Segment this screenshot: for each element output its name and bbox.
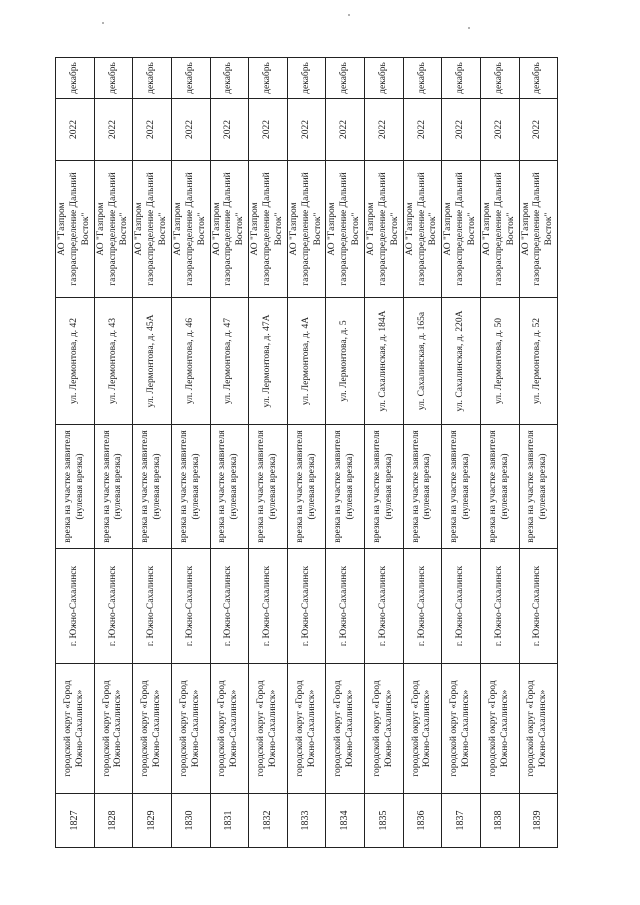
year-cell: 2022 [56, 99, 95, 161]
month-cell: декабрь [365, 58, 404, 99]
year-cell: 2022 [442, 99, 481, 161]
connection-type-cell: врезка на участке заявителя (нулевая врезка) [133, 425, 172, 549]
month-cell: декабрь [249, 58, 288, 99]
scan-speck [468, 27, 470, 29]
connection-type-cell: врезка на участке заявителя (нулевая врезка) [365, 425, 404, 549]
organization-cell: АО "Газпром газораспределение Дальний Восток" [56, 161, 95, 298]
district-cell: городской округ «Город Южно-Сахалинск» [171, 664, 210, 794]
month-cell: декабрь [210, 58, 249, 99]
city-cell: г. Южно-Сахалинск [56, 549, 95, 664]
connection-type-cell: врезка на участке заявителя (нулевая врезка) [210, 425, 249, 549]
table-row [171, 58, 210, 848]
month-cell: декабрь [326, 58, 365, 99]
connection-type-cell: врезка на участке заявителя (нулевая врезка) [94, 425, 133, 549]
district-cell: городской округ «Город Южно-Сахалинск» [519, 664, 558, 794]
row-number-cell: 1834 [326, 794, 365, 848]
table-row [519, 58, 558, 848]
year-cell: 2022 [249, 99, 288, 161]
year-cell: 2022 [171, 99, 210, 161]
month-cell: декабрь [519, 58, 558, 99]
district-cell: городской округ «Город Южно-Сахалинск» [365, 664, 404, 794]
city-cell: г. Южно-Сахалинск [519, 549, 558, 664]
connection-type-cell: врезка на участке заявителя (нулевая врезка) [249, 425, 288, 549]
connection-type-cell: врезка на участке заявителя (нулевая врезка) [403, 425, 442, 549]
organization-cell: АО "Газпром газораспределение Дальний Восток" [171, 161, 210, 298]
organization-cell: АО "Газпром газораспределение Дальний Восток" [480, 161, 519, 298]
connection-type-cell: врезка на участке заявителя (нулевая врезка) [480, 425, 519, 549]
gas-connection-table [55, 57, 558, 848]
address-cell: ул. Лермонтова, д. 5 [326, 298, 365, 425]
organization-cell: АО "Газпром газораспределение Дальний Восток" [442, 161, 481, 298]
table-row [442, 58, 481, 848]
year-cell: 2022 [94, 99, 133, 161]
address-cell: ул. Лермонтова, д. 43 [94, 298, 133, 425]
table-row [287, 58, 326, 848]
row-number-cell: 1835 [365, 794, 404, 848]
row-number-cell: 1833 [287, 794, 326, 848]
month-cell: декабрь [56, 58, 95, 99]
connection-type-cell: врезка на участке заявителя (нулевая врезка) [442, 425, 481, 549]
city-cell: г. Южно-Сахалинск [442, 549, 481, 664]
district-cell: городской округ «Город Южно-Сахалинск» [133, 664, 172, 794]
year-cell: 2022 [403, 99, 442, 161]
month-cell: декабрь [171, 58, 210, 99]
district-cell: городской округ «Город Южно-Сахалинск» [94, 664, 133, 794]
city-cell: г. Южно-Сахалинск [171, 549, 210, 664]
organization-cell: АО "Газпром газораспределение Дальний Восток" [210, 161, 249, 298]
district-cell: городской округ «Город Южно-Сахалинск» [480, 664, 519, 794]
table-row [403, 58, 442, 848]
address-cell: ул. Лермонтова, д. 52 [519, 298, 558, 425]
scan-speck [348, 14, 350, 16]
year-cell: 2022 [326, 99, 365, 161]
table-row [133, 58, 172, 848]
city-cell: г. Южно-Сахалинск [480, 549, 519, 664]
address-cell: ул. Сахалинская, д. 220А [442, 298, 481, 425]
table-row [326, 58, 365, 848]
city-cell: г. Южно-Сахалинск [249, 549, 288, 664]
connection-type-cell: врезка на участке заявителя (нулевая врезка) [326, 425, 365, 549]
row-number-cell: 1827 [56, 794, 95, 848]
year-cell: 2022 [287, 99, 326, 161]
connection-type-cell: врезка на участке заявителя (нулевая врезка) [56, 425, 95, 549]
address-cell: ул. Сахалинская, д. 165а [403, 298, 442, 425]
year-cell: 2022 [133, 99, 172, 161]
address-cell: ул. Лермонтова, д. 50 [480, 298, 519, 425]
connection-type-cell: врезка на участке заявителя (нулевая врезка) [171, 425, 210, 549]
row-number-cell: 1829 [133, 794, 172, 848]
row-number-cell: 1838 [480, 794, 519, 848]
organization-cell: АО "Газпром газораспределение Дальний Восток" [519, 161, 558, 298]
address-cell: ул. Лермонтова, д. 47А [249, 298, 288, 425]
year-cell: 2022 [365, 99, 404, 161]
table-row [249, 58, 288, 848]
table-body [56, 58, 558, 848]
row-number-cell: 1828 [94, 794, 133, 848]
organization-cell: АО "Газпром газораспределение Дальний Восток" [133, 161, 172, 298]
city-cell: г. Южно-Сахалинск [365, 549, 404, 664]
address-cell: ул. Лермонтова, д. 46 [171, 298, 210, 425]
row-number-cell: 1839 [519, 794, 558, 848]
year-cell: 2022 [210, 99, 249, 161]
district-cell: городской округ «Город Южно-Сахалинск» [442, 664, 481, 794]
row-number-cell: 1837 [442, 794, 481, 848]
city-cell: г. Южно-Сахалинск [210, 549, 249, 664]
month-cell: декабрь [133, 58, 172, 99]
address-cell: ул. Лермонтова, д. 45А [133, 298, 172, 425]
city-cell: г. Южно-Сахалинск [287, 549, 326, 664]
rotated-table-wrapper [55, 58, 556, 848]
row-number-cell: 1832 [249, 794, 288, 848]
table-row [480, 58, 519, 848]
year-cell: 2022 [519, 99, 558, 161]
organization-cell: АО "Газпром газораспределение Дальний Восток" [287, 161, 326, 298]
address-cell: ул. Сахалинская, д. 184А [365, 298, 404, 425]
organization-cell: АО "Газпром газораспределение Дальний Восток" [249, 161, 288, 298]
address-cell: ул. Лермонтова, д. 42 [56, 298, 95, 425]
city-cell: г. Южно-Сахалинск [133, 549, 172, 664]
district-cell: городской округ «Город Южно-Сахалинск» [210, 664, 249, 794]
address-cell: ул. Лермонтова, д. 4А [287, 298, 326, 425]
table-row [94, 58, 133, 848]
organization-cell: АО "Газпром газораспределение Дальний Восток" [365, 161, 404, 298]
district-cell: городской округ «Город Южно-Сахалинск» [56, 664, 95, 794]
table-sheet [55, 58, 556, 848]
city-cell: г. Южно-Сахалинск [403, 549, 442, 664]
month-cell: декабрь [442, 58, 481, 99]
organization-cell: АО "Газпром газораспределение Дальний Восток" [326, 161, 365, 298]
connection-type-cell: врезка на участке заявителя (нулевая врезка) [519, 425, 558, 549]
organization-cell: АО "Газпром газораспределение Дальний Восток" [94, 161, 133, 298]
district-cell: городской округ «Город Южно-Сахалинск» [403, 664, 442, 794]
month-cell: декабрь [480, 58, 519, 99]
row-number-cell: 1830 [171, 794, 210, 848]
year-cell: 2022 [480, 99, 519, 161]
district-cell: городской округ «Город Южно-Сахалинск» [326, 664, 365, 794]
row-number-cell: 1831 [210, 794, 249, 848]
table-row [56, 58, 95, 848]
district-cell: городской округ «Город Южно-Сахалинск» [287, 664, 326, 794]
table-row [365, 58, 404, 848]
organization-cell: АО "Газпром газораспределение Дальний Восток" [403, 161, 442, 298]
city-cell: г. Южно-Сахалинск [94, 549, 133, 664]
row-number-cell: 1836 [403, 794, 442, 848]
address-cell: ул. Лермонтова, д. 47 [210, 298, 249, 425]
table-row [210, 58, 249, 848]
month-cell: декабрь [94, 58, 133, 99]
month-cell: декабрь [287, 58, 326, 99]
scan-speck [102, 22, 104, 24]
connection-type-cell: врезка на участке заявителя (нулевая врезка) [287, 425, 326, 549]
city-cell: г. Южно-Сахалинск [326, 549, 365, 664]
month-cell: декабрь [403, 58, 442, 99]
district-cell: городской округ «Город Южно-Сахалинск» [249, 664, 288, 794]
